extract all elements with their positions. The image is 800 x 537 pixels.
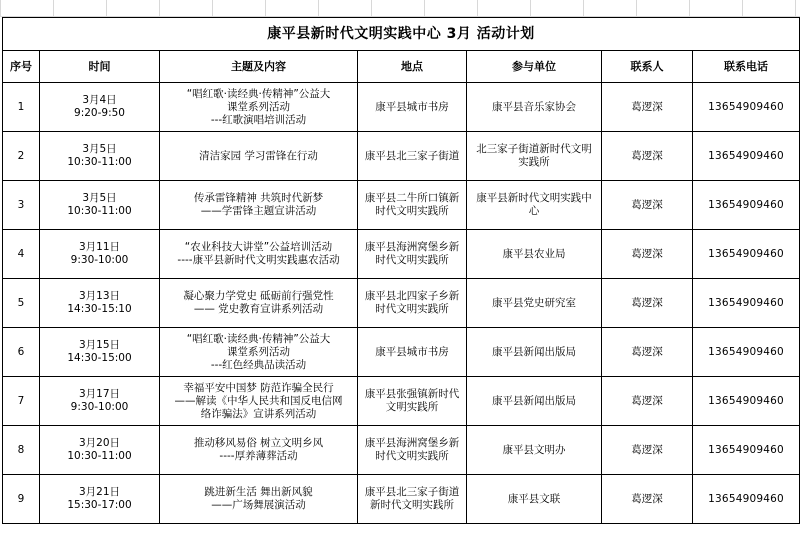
cell-time [40, 83, 160, 132]
theme-line: 传承雷锋精神 共筑时代新梦 [193, 192, 324, 204]
theme-line: ---红歌演唱培训活动 [210, 113, 307, 126]
cell-place [358, 426, 467, 475]
time-range-text: 10:30-11:00 [67, 156, 132, 168]
unit-line: 康平县音乐家协会 [492, 100, 576, 113]
place-line: 时代文明实践所 [375, 254, 449, 266]
place-line: 康平县海洲窝堡乡新 [364, 437, 460, 449]
cell-time [40, 132, 160, 181]
theme-line: “唱红歌·读经典·传精神”公益大 [186, 87, 331, 100]
cell-time [40, 475, 160, 524]
table-row [3, 181, 800, 230]
cell-unit [467, 475, 602, 524]
date-text: 3月13日 [78, 290, 121, 302]
date-text: 3月5日 [82, 192, 117, 204]
cell-unit [467, 328, 602, 377]
time-range-text: 14:30-15:10 [67, 303, 132, 315]
cell-theme [160, 132, 358, 181]
place-line: 康平县北四家子乡新 [364, 290, 460, 302]
cell-no: 2 [3, 132, 40, 181]
cell-contact: 葛逻深 [602, 328, 693, 377]
time-range-text: 10:30-11:00 [67, 450, 132, 462]
cell-phone: 13654909460 [693, 132, 800, 181]
date-text: 3月4日 [82, 94, 117, 106]
cell-place [358, 230, 467, 279]
theme-line: ---红色经典品读活动 [210, 358, 307, 371]
activity-plan-table [2, 17, 800, 524]
table-row [3, 328, 800, 377]
theme-line: 清洁家园 学习雷锋在行动 [199, 149, 318, 162]
cell-phone: 13654909460 [693, 328, 800, 377]
theme-line: 凝心聚力学党史 砥砺前行强党性 [183, 290, 334, 302]
place-line: 康平县海洲窝堡乡新 [364, 241, 460, 253]
header-contact: 联系人 [602, 51, 693, 83]
theme-line: “农业科技大讲堂”公益培训活动 [184, 241, 333, 253]
cell-place [358, 83, 467, 132]
cell-place [358, 132, 467, 181]
unit-line: 康平县文明办 [502, 443, 566, 456]
cell-unit [467, 181, 602, 230]
date-text: 3月15日 [78, 339, 121, 351]
cell-theme [160, 230, 358, 279]
cell-theme [160, 279, 358, 328]
cell-time [40, 328, 160, 377]
table-title: 康平县新时代文明实践中心 3月 活动计划 [3, 18, 800, 51]
header-no: 序号 [3, 51, 40, 83]
place-line: 康平县城市书房 [375, 100, 449, 113]
cell-theme [160, 181, 358, 230]
time-range-text: 9:20-9:50 [74, 107, 125, 119]
cell-time [40, 377, 160, 426]
cell-unit [467, 132, 602, 181]
table-row [3, 132, 800, 181]
cell-no: 7 [3, 377, 40, 426]
cell-place [358, 475, 467, 524]
theme-line: ——广场舞展演活动 [211, 499, 306, 511]
place-line: 时代文明实践所 [375, 205, 449, 217]
time-range-text: 14:30-15:00 [67, 352, 132, 364]
unit-line: 康平县党史研究室 [492, 296, 576, 309]
cell-contact: 葛逻深 [602, 377, 693, 426]
header-time: 时间 [40, 51, 160, 83]
cell-unit [467, 230, 602, 279]
cell-contact: 葛逻深 [602, 475, 693, 524]
theme-line: “唱红歌·读经典·传精神”公益大 [186, 332, 331, 345]
cell-phone: 13654909460 [693, 279, 800, 328]
cell-theme [160, 328, 358, 377]
date-text: 3月11日 [78, 241, 121, 253]
header-unit: 参与单位 [467, 51, 602, 83]
cell-time [40, 426, 160, 475]
unit-line: 心 [528, 205, 540, 217]
cell-no: 3 [3, 181, 40, 230]
cell-no: 4 [3, 230, 40, 279]
cell-unit [467, 83, 602, 132]
cell-no: 6 [3, 328, 40, 377]
place-line: 康平县二牛所口镇新 [364, 192, 460, 204]
cell-no: 5 [3, 279, 40, 328]
date-text: 3月17日 [78, 388, 121, 400]
cell-phone: 13654909460 [693, 475, 800, 524]
cell-phone: 13654909460 [693, 230, 800, 279]
theme-line: 跳进新生活 舞出新风貌 [204, 486, 313, 498]
place-line: 康平县张强镇新时代 [364, 388, 460, 400]
place-line: 康平县城市书房 [375, 345, 449, 358]
table-row [3, 475, 800, 524]
cell-contact: 葛逻深 [602, 279, 693, 328]
date-text: 3月5日 [82, 143, 117, 155]
cell-contact: 葛逻深 [602, 181, 693, 230]
table-row [3, 230, 800, 279]
theme-line: ——学雷锋主题宣讲活动 [200, 205, 317, 217]
cell-place [358, 328, 467, 377]
theme-line: 课堂系列活动 [227, 345, 290, 358]
cell-time [40, 181, 160, 230]
time-range-text: 15:30-17:00 [67, 499, 132, 511]
cell-place [358, 377, 467, 426]
unit-line: 实践所 [518, 156, 550, 168]
place-line: 康平县北三家子街道 [364, 486, 460, 498]
cell-phone: 13654909460 [693, 377, 800, 426]
cell-no: 9 [3, 475, 40, 524]
date-text: 3月21日 [78, 486, 121, 498]
place-line: 文明实践所 [385, 401, 439, 413]
table-row [3, 377, 800, 426]
cell-time [40, 230, 160, 279]
time-range-text: 9:30-10:00 [70, 401, 129, 413]
place-line: 康平县北三家子街道 [364, 149, 460, 162]
cell-unit [467, 279, 602, 328]
table-row [3, 426, 800, 475]
place-line: 新时代文明实践所 [370, 499, 454, 511]
cell-contact: 葛逻深 [602, 230, 693, 279]
header-theme: 主题及内容 [160, 51, 358, 83]
theme-line: —— 党史教育宣讲系列活动 [193, 303, 324, 315]
time-range-text: 10:30-11:00 [67, 205, 132, 217]
place-line: 时代文明实践所 [375, 450, 449, 462]
header-place: 地点 [358, 51, 467, 83]
cell-no: 1 [3, 83, 40, 132]
cell-contact: 葛逻深 [602, 426, 693, 475]
table-row [3, 279, 800, 328]
theme-line: 课堂系列活动 [227, 100, 290, 113]
cell-phone: 13654909460 [693, 83, 800, 132]
unit-line: 康平县新时代文明实践中 [476, 192, 592, 204]
theme-line: ----厚养薄葬活动 [219, 450, 298, 462]
theme-line: ----康平县新时代文明实践惠农活动 [177, 254, 340, 266]
cell-unit [467, 377, 602, 426]
theme-line: ——解读《中华人民共和国反电信网 [174, 394, 343, 407]
cell-phone: 13654909460 [693, 181, 800, 230]
unit-line: 康平县文联 [507, 492, 561, 505]
cell-theme [160, 426, 358, 475]
unit-line: 康平县新闻出版局 [492, 394, 576, 407]
cell-place [358, 279, 467, 328]
cell-no: 8 [3, 426, 40, 475]
time-range-text: 9:30-10:00 [70, 254, 129, 266]
date-text: 3月20日 [78, 437, 121, 449]
theme-line: 推动移风易俗 树立文明乡风 [193, 437, 324, 449]
cell-time [40, 279, 160, 328]
cell-unit [467, 426, 602, 475]
cell-contact: 葛逻深 [602, 83, 693, 132]
cell-contact: 葛逻深 [602, 132, 693, 181]
table-row [3, 83, 800, 132]
place-line: 时代文明实践所 [375, 303, 449, 315]
unit-line: 康平县新闻出版局 [492, 345, 576, 358]
theme-line: 幸福平安中国梦 防范诈骗全民行 [183, 381, 334, 394]
header-phone: 联系电话 [693, 51, 800, 83]
cell-phone: 13654909460 [693, 426, 800, 475]
unit-line: 康平县农业局 [502, 247, 566, 260]
cell-theme [160, 83, 358, 132]
unit-line: 北三家子街道新时代文明 [476, 143, 592, 155]
cell-theme [160, 377, 358, 426]
theme-line: 络诈骗法》宣讲系列活动 [200, 407, 317, 420]
cell-theme [160, 475, 358, 524]
header-row [3, 51, 800, 83]
empty-grid-row [0, 0, 800, 17]
cell-place [358, 181, 467, 230]
